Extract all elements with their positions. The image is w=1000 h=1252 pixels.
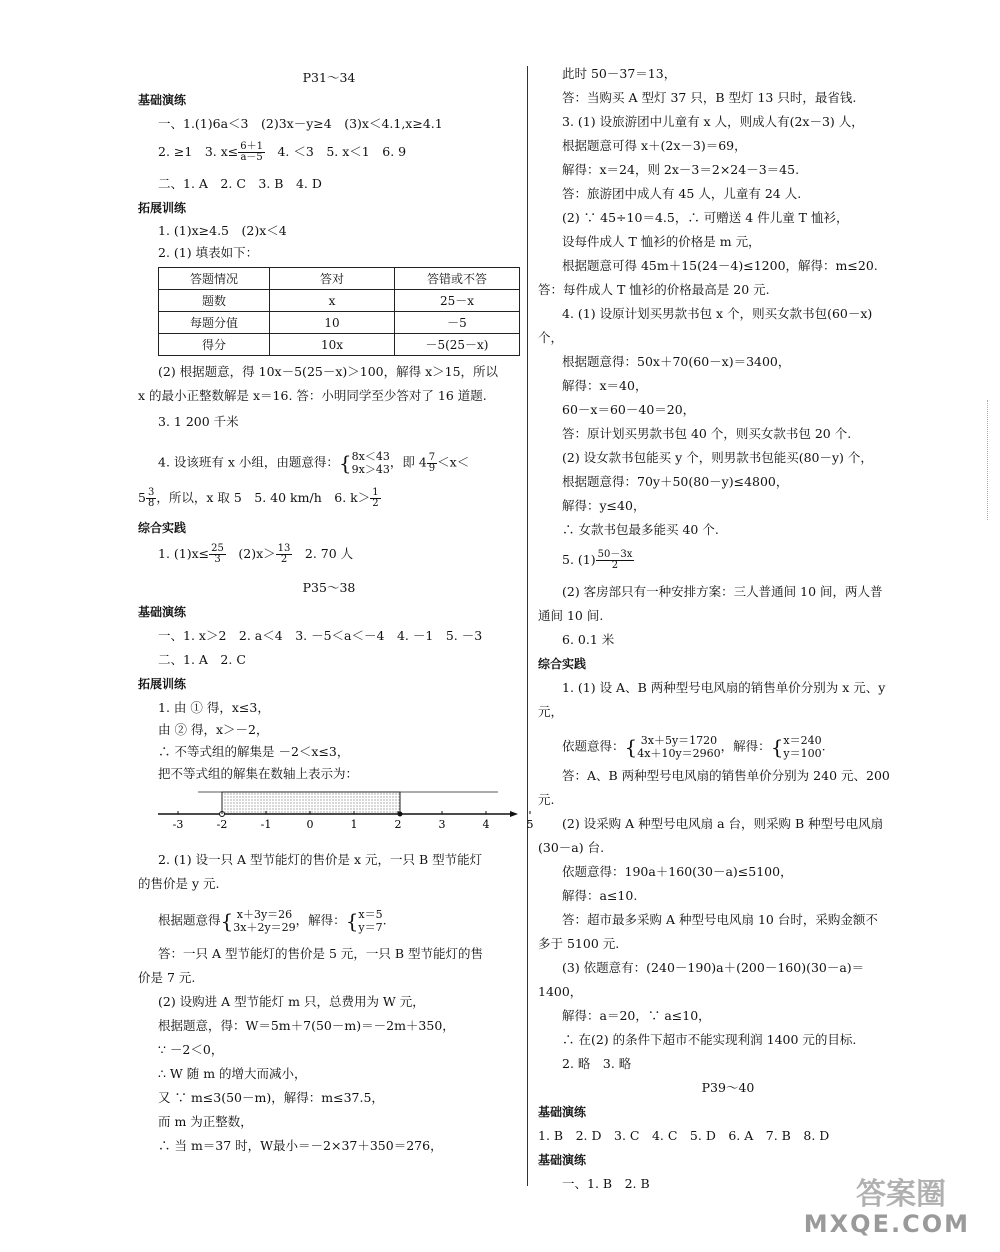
answer-table [158,267,520,356]
answer-line: 通间 10 间. [538,608,604,623]
answer-line: 个， [538,330,564,345]
answer-line: 1400， [538,984,583,999]
section-heading-basic: 基础演练 [538,1153,587,1167]
answer-line: 根据题意可得 x＋(2x－3)＝69， [562,138,747,153]
table-cell: x [270,290,395,312]
table-cell: －5(25－x) [394,334,519,356]
section-heading-comprehensive: 综合实践 [138,521,187,535]
answer-line: 根据题意可得 45m＋15(24－4)≤1200，解得：m≤20. [562,258,878,273]
answer-line: (2) ∵ 45÷10＝4.5，∴ 可赠送 4 件儿童 T 恤衫， [562,210,849,225]
answer-line: (2) 设购进 A 型节能灯 m 只，总费用为 W 元， [158,994,425,1009]
answer-line: 根据题意得{ x＋3y＝26 3x＋2y＝29 ，解得：{ x＝5 y＝7 . [158,908,387,934]
answer-line: 又 ∵ m≤3(50－m)，解得：m≤37.5， [158,1090,384,1105]
axis-tick-label: 5 [526,818,534,831]
answer-line: x 的最小正整数解是 x＝16. 答：小明同学至少答对了 16 道题. [138,388,487,403]
answer-line: ∴ 女款书包最多能买 40 个. [562,522,719,537]
page-range-heading: P35～38 [302,580,356,595]
table-row [159,334,520,356]
answer-line: 二、1. A 2. C 3. B 4. D [158,176,322,191]
answer-line: 1. (1) 设 A、B 两种型号电风扇的销售单价分别为 x 元、y [562,680,886,695]
fraction: $\frac{1}{2}$ [372,487,379,509]
answer-line: 的售价是 y 元. [138,876,220,891]
section-heading-basic: 基础演练 [538,1105,587,1119]
table-cell: 25－x [394,290,519,312]
answer-line: 解得：x＝40， [562,378,648,393]
answer-line: 根据题意，得：W＝5m＋7(50－m)＝－2m＋350， [158,1018,455,1033]
brace-glyph: { [338,451,352,475]
answer-line: 元， [538,704,564,719]
answer-line: 根据题意得：50x＋70(60－x)＝3400， [562,354,791,369]
answer-line: ∴ 当 m＝37 时，W最小＝－2×37＋350＝276， [158,1138,443,1153]
column-divider [527,66,528,1186]
table-cell: 10 [270,312,395,334]
fraction: $\frac{50-3x}{2}$ [597,549,633,571]
table-header-cell: 答对 [270,268,395,290]
answer-line: 答：一只 A 型节能灯的售价是 5 元，一只 B 型节能灯的售 [158,946,484,961]
section-heading-basic: 基础演练 [138,93,187,107]
answer-line: 把不等式组的解集在数轴上表示为： [158,766,359,781]
answer-line: (30－a) 台. [538,840,605,855]
answer-line: 1. B 2. D 3. C 4. C 5. D 6. A 7. B 8. D [538,1128,830,1143]
table-header-row [159,268,520,290]
table-row [159,290,520,312]
answer-line: 元. [538,792,555,807]
answer-line: 一、1. B 2. B [562,1176,650,1191]
answer-line: 5. (1) $\frac{50-3x}{2}$ [562,549,633,571]
answer-line: 5 $\frac{3}{8}$ ，所以，x 取 5 5. 40 km/h 6. k＞ $\frac{1}{2}$ [138,487,379,509]
section-heading-extension: 拓展训练 [138,201,187,215]
fraction: $\frac{13}{2}$ [277,543,291,565]
fraction: $\frac{7}{9}$ [428,451,436,474]
answer-line: 1. 由 ① 得，x≤3， [158,700,270,715]
answer-line: 解得：a≤10. [562,888,638,903]
answer-line: 答：旅游团中成人有 45 人，儿童有 24 人. [562,186,802,201]
answer-line: 此时 50－37＝13， [562,66,677,81]
solution-system: x＝5 y＝7 [358,908,383,934]
answer-line: 解得：x＝24，则 2x－3＝2×24－3＝45. [562,162,800,177]
table-cell: 10x [270,334,395,356]
axis-tick-label: 1 [350,818,358,831]
answer-line: 依题意得：{ 3x＋5y＝1720 4x＋10y＝2960 ，解得：{ x＝240 y＝100 . [562,734,826,760]
page-range-heading: P31～34 [302,70,356,85]
table-cell: 得分 [159,334,270,356]
answer-line: ∴ W 随 m 的增大而减小， [158,1066,307,1081]
inequality-system: 8x＜43 9x＞43 [351,450,390,476]
answer-line: 4. 设该班有 x 小组，由题意得：{ 8x＜43 9x＞43 ，即 4 $\frac{7}{9}$ ＜x＜ [158,450,470,476]
brace-glyph: { [770,735,784,759]
brace-glyph: { [220,909,234,933]
answer-line: 2. ≥1 3. x≤ $\frac{6+1}{a-5}$ 4. ＜3 5. x＜1 6. 9 [158,141,407,163]
fraction: $\frac{25}{3}$ [211,543,224,565]
table-header-cell: 答错或不答 [394,268,519,290]
axis-arrow [510,811,518,817]
answer-line: 1. (1)x≤ $\frac{25}{3}$ (2)x＞ $\frac{13}{2}$ 2. 70 人 [158,543,354,565]
table-row [159,312,520,334]
equation-system: 3x＋5y＝1720 4x＋10y＝2960 [637,734,721,760]
answer-line: 6. 0.1 米 [562,632,615,647]
answer-line: (2) 设采购 A 种型号电风扇 a 台，则采购 B 种型号电风扇 [562,816,884,831]
answer-line: 答：每件成人 T 恤衫的价格最高是 20 元. [538,282,770,297]
brace-glyph: { [345,909,359,933]
answer-line: 价是 7 元. [138,970,196,985]
answer-line: 2. (1) 填表如下： [158,245,259,260]
answer-line: 由 ② 得，x＞－2， [158,722,269,737]
answer-line: 一、1.(1)6a＜3 (2)3x－y≥4 (3)x＜4.1,x≥4.1 [158,116,443,131]
fraction: $\frac{6+1}{a-5}$ [240,141,263,163]
table-cell: －5 [394,312,519,334]
answer-line: 而 m 为正整数， [158,1114,253,1129]
answer-line: 4. (1) 设原计划买男款书包 x 个，则买女款书包(60－x) [562,306,873,321]
section-heading-extension: 拓展训练 [138,677,187,691]
answer-line: 60－x＝60－40＝20， [562,402,696,417]
fraction: $\frac{3}{8}$ [147,487,155,509]
table-cell: 每题分值 [159,312,270,334]
answer-line: 答：当购买 A 型灯 37 只，B 型灯 13 只时，最省钱. [562,90,857,105]
answer-line: ∵ －2＜0， [158,1042,224,1057]
answer-line: 解得：a＝20，∵ a≤10， [562,1008,711,1023]
section-heading-basic: 基础演练 [138,605,187,619]
page-range-heading: P39～40 [701,1080,755,1095]
axis-tick-label: 2 [394,818,402,831]
solution-system: x＝240 y＝100 [783,734,822,760]
answer-line: (2) 根据题意，得 10x－5(25－x)＞100，解得 x＞15，所以 [158,364,499,379]
answer-line: 2. 略 3. 略 [562,1056,632,1071]
table-header-cell: 答题情况 [159,268,270,290]
answer-line: (3) 依题意有：(240－190)a＋(200－160)(30－a)＝ [562,960,865,975]
answer-line: 3. 1 200 千米 [158,414,239,429]
answer-line: 多于 5100 元. [538,936,620,951]
axis-tick-label: -1 [260,818,272,831]
table-cell: 题数 [159,290,270,312]
watermark-text: MXQE.COM [803,1210,970,1238]
answer-line: 设每件成人 T 恤衫的价格是 m 元， [562,234,761,249]
page-edge-mark [987,400,996,520]
answer-line: 答：超市最多采购 A 种型号电风扇 10 台时，采购金额不 [562,912,878,927]
answer-line: 解得：y≤40， [562,498,646,513]
solution-region [222,792,400,814]
answer-line: ∴ 不等式组的解集是 －2＜x≤3， [158,744,350,759]
answer-line: 2. (1) 设一只 A 型节能灯的售价是 x 元，一只 B 型节能灯 [158,852,483,867]
answer-line: 一、1. x＞2 2. a＜4 3. －5＜a＜－4 4. －1 5. －3 [158,628,483,643]
answer-line: 二、1. A 2. C [158,652,246,667]
answer-line: (2) 客房部只有一种安排方案：三人普通间 10 间，两人普 [562,584,883,599]
answer-line: 3. (1) 设旅游团中儿童有 x 人，则成人有(2x－3) 人， [562,114,864,129]
answer-line: 答：A、B 两种型号电风扇的销售单价分别为 240 元、200 [562,768,890,783]
number-line [158,784,534,834]
axis-tick-label: -2 [216,818,228,831]
answer-line: ∴ 在(2) 的条件下超市不能实现利润 1400 元的目标. [562,1032,857,1047]
answer-line: 根据题意得：70y＋50(80－y)≤4800， [562,474,789,489]
axis-tick-label: 3 [438,818,446,831]
answer-line: 答：原计划买男款书包 40 个，则买女款书包 20 个. [562,426,852,441]
section-heading-comprehensive: 综合实践 [538,657,587,671]
answer-line: (2) 设女款书包能买 y 个，则男款书包能买(80－y) 个， [562,450,873,465]
axis-tick-label: 4 [482,818,490,831]
axis-tick-label: -3 [172,818,184,831]
answer-line: 1. (1)x≥4.5 (2)x＜4 [158,223,287,238]
answer-line: 依题意得：190a＋160(30－a)≤5100， [562,864,793,879]
axis-tick-label: 0 [306,818,314,831]
equation-system: x＋3y＝26 3x＋2y＝29 [233,908,296,934]
watermark-chinese: 答案圈 [856,1177,946,1212]
brace-glyph: { [624,735,638,759]
